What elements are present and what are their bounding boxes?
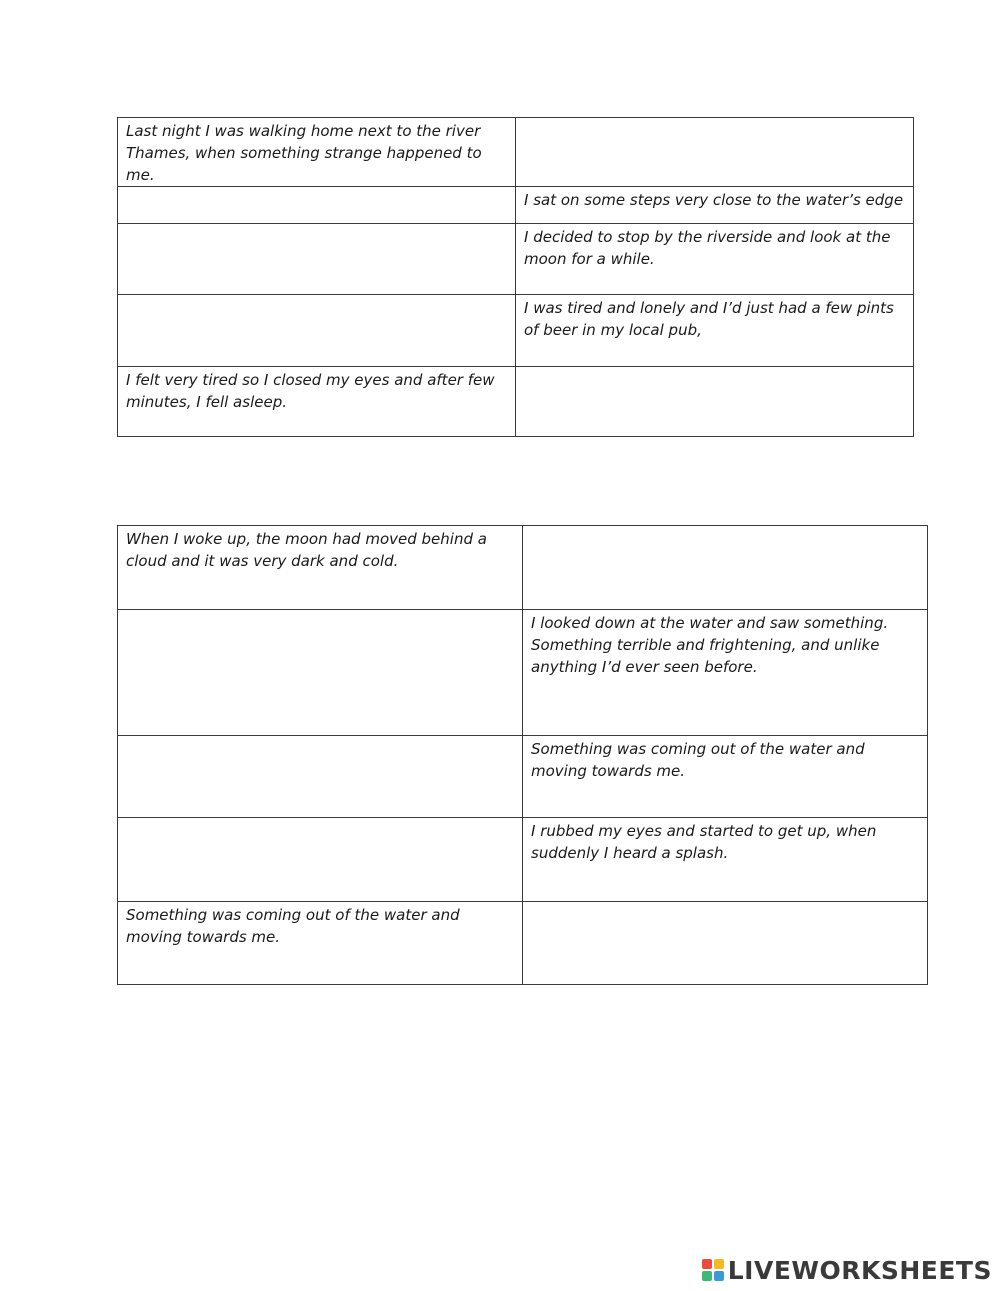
table-row bbox=[118, 526, 928, 610]
cell-text: Something was coming out of the water and moving towards me. bbox=[523, 736, 928, 818]
story-table-1 bbox=[117, 117, 914, 437]
table-row bbox=[118, 224, 914, 295]
answer-cell[interactable] bbox=[516, 118, 914, 187]
cell-text: I was tired and lonely and I’d just had a few pints of beer in my local pub, bbox=[516, 295, 914, 367]
cell-text: Something was coming out of the water and moving towards me. bbox=[118, 902, 523, 985]
answer-cell[interactable] bbox=[118, 736, 523, 818]
logo-square-icon bbox=[714, 1271, 724, 1281]
answer-cell[interactable] bbox=[523, 902, 928, 985]
cell-text: I decided to stop by the riverside and look at the moon for a while. bbox=[516, 224, 914, 295]
cell-text: I looked down at the water and saw something. Something terrible and frightening, and unlike anything I’d ever seen before. bbox=[523, 610, 928, 736]
answer-cell[interactable] bbox=[118, 295, 516, 367]
answer-cell[interactable] bbox=[118, 187, 516, 224]
table-row bbox=[118, 367, 914, 437]
table-row bbox=[118, 118, 914, 187]
answer-cell[interactable] bbox=[118, 224, 516, 295]
table-row bbox=[118, 610, 928, 736]
logo-text: LIVEWORKSHEETS bbox=[727, 1255, 992, 1285]
answer-cell[interactable] bbox=[118, 610, 523, 736]
logo-square-icon bbox=[714, 1259, 724, 1269]
cell-text: I rubbed my eyes and started to get up, when suddenly I heard a splash. bbox=[523, 818, 928, 902]
table-row bbox=[118, 736, 928, 818]
story-table-2 bbox=[117, 525, 928, 985]
logo-square-icon bbox=[702, 1259, 712, 1269]
answer-cell[interactable] bbox=[516, 367, 914, 437]
table-row bbox=[118, 295, 914, 367]
logo-square-icon bbox=[702, 1271, 712, 1281]
table-row bbox=[118, 902, 928, 985]
table-row bbox=[118, 187, 914, 224]
cell-text: When I woke up, the moon had moved behind a cloud and it was very dark and cold. bbox=[118, 526, 523, 610]
table-row bbox=[118, 818, 928, 902]
liveworksheets-logo-icon bbox=[702, 1259, 724, 1281]
liveworksheets-logo bbox=[702, 1255, 992, 1285]
cell-text: I felt very tired so I closed my eyes and after few minutes, I fell asleep. bbox=[118, 367, 516, 437]
cell-text: Last night I was walking home next to the river Thames, when something strange happened to me. bbox=[118, 118, 516, 187]
cell-text: I sat on some steps very close to the water’s edge bbox=[516, 187, 914, 224]
answer-cell[interactable] bbox=[523, 526, 928, 610]
answer-cell[interactable] bbox=[118, 818, 523, 902]
